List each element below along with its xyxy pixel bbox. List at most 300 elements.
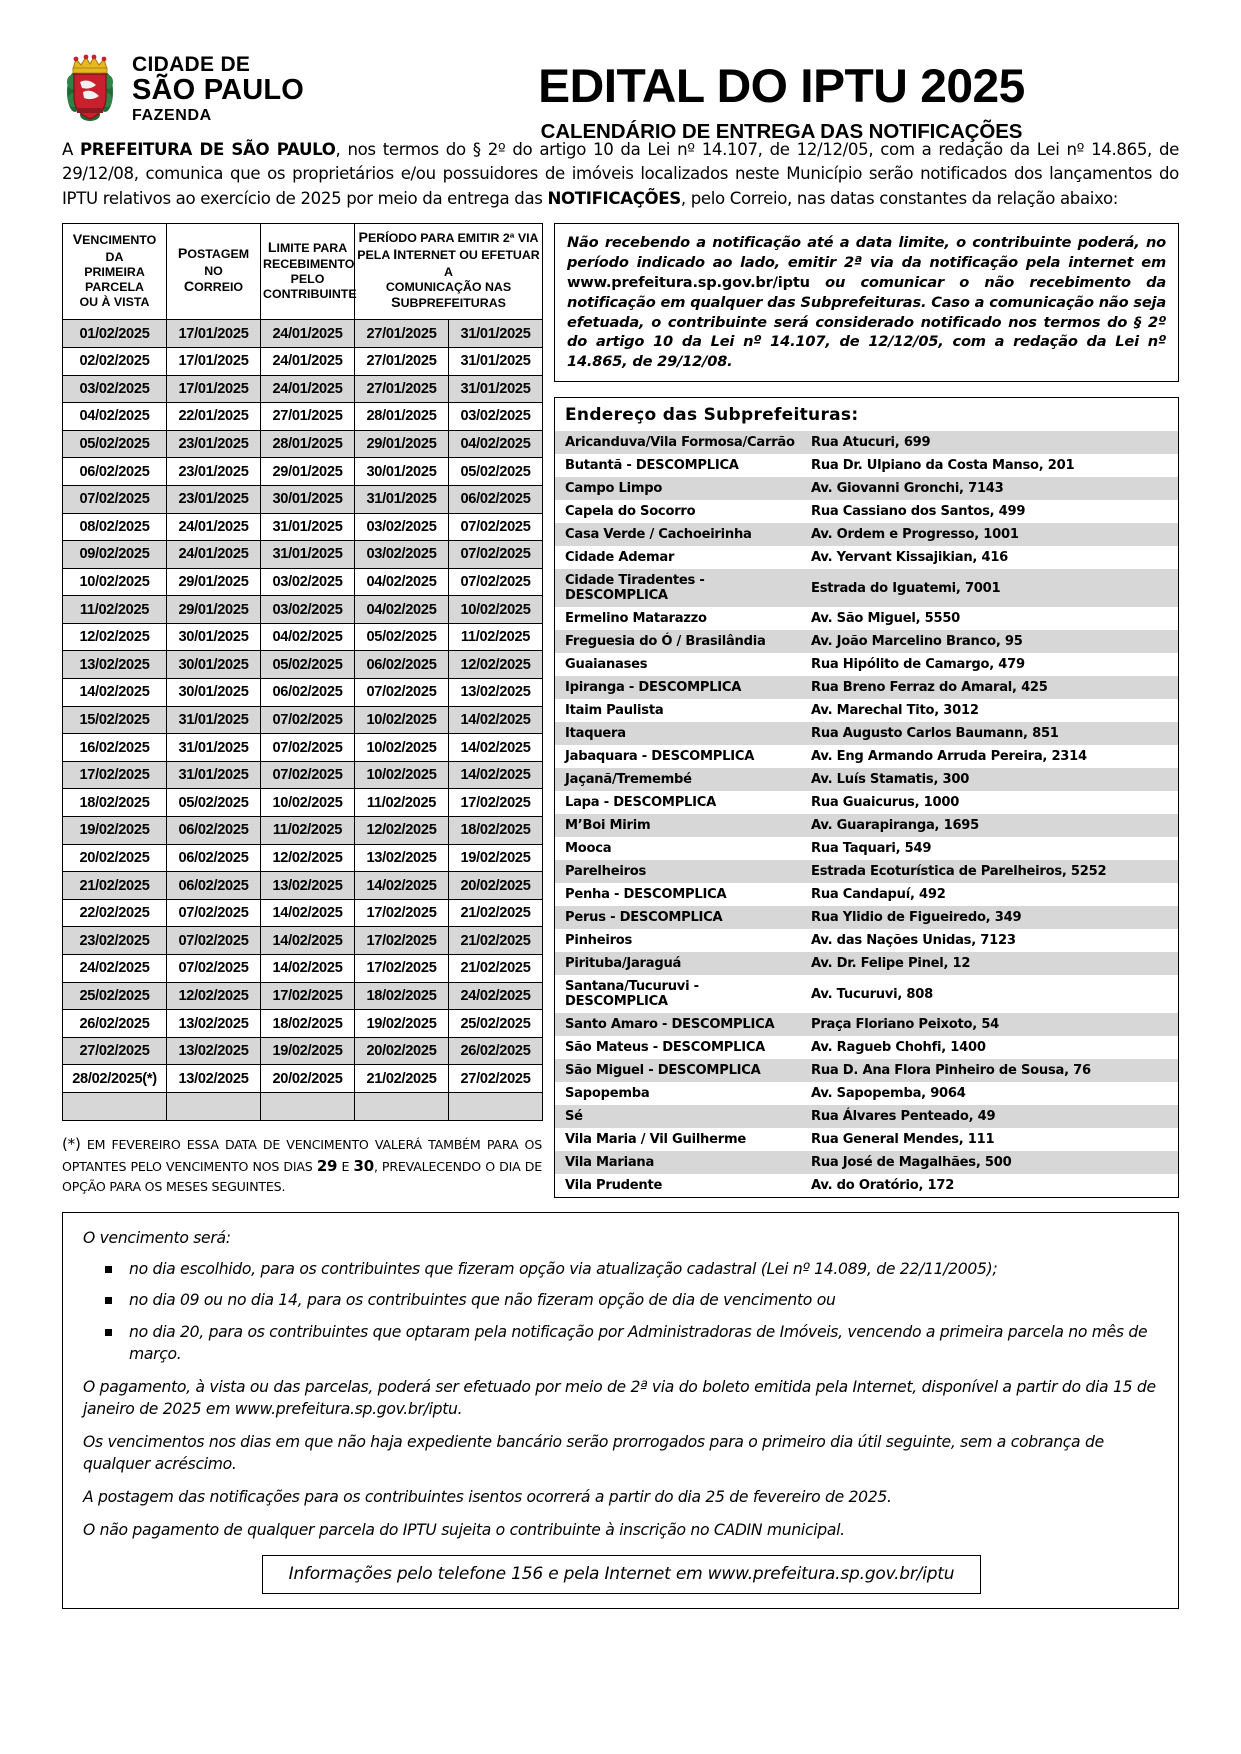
- calendar-cell-c1: 03/02/2025: [63, 375, 167, 403]
- brand-line-2: SÃO PAULO: [132, 74, 305, 106]
- list-item: [555, 676, 1178, 699]
- main-columns: [62, 223, 1179, 1198]
- calendar-cell-c5: 04/02/2025: [449, 430, 543, 458]
- calendar-cell-c3: 03/02/2025: [261, 568, 355, 596]
- calendar-cell-c4: 17/02/2025: [355, 927, 449, 955]
- calendar-cell-c2: 29/01/2025: [167, 596, 261, 624]
- list-item: [555, 1105, 1178, 1128]
- calendar-cell-c2: 13/02/2025: [167, 1065, 261, 1093]
- subprefeitura-address: Rua Dr. Ulpiano da Costa Manso, 201: [811, 458, 1075, 474]
- subprefeitura-name: Ermelino Matarazzo: [565, 611, 707, 627]
- subprefeitura-address: Praça Floriano Peixoto, 54: [801, 1013, 1178, 1036]
- table-row: [63, 347, 543, 375]
- footnote-text-3: , PREVALECENDO O DIA DE OPÇÃO PARA OS MESES SEGUINTES.: [62, 1159, 542, 1194]
- calendar-cell-c2: 22/01/2025: [167, 403, 261, 431]
- calendar-cell-c3: 14/02/2025: [261, 927, 355, 955]
- calendar-cell-c4: 27/01/2025: [355, 320, 449, 348]
- subprefeitura-name: Butantã - DESCOMPLICA: [565, 458, 739, 474]
- subprefeitura-address: Av. João Marcelino Branco, 95: [801, 630, 1178, 653]
- calendar-cell-c1: 07/02/2025: [63, 485, 167, 513]
- calendar-cell-c2: 06/02/2025: [167, 817, 261, 845]
- brand-wordmark: [132, 54, 304, 124]
- city-brand: [62, 52, 392, 126]
- calendar-cell-c3: 27/01/2025: [261, 403, 355, 431]
- calendar-cell-c5: 20/02/2025: [449, 872, 543, 900]
- intro-paragraph: [62, 138, 1179, 211]
- table-row: [63, 375, 543, 403]
- calendar-cell-c4: 10/02/2025: [355, 761, 449, 789]
- calendar-cell-c5: 31/01/2025: [449, 347, 543, 375]
- subprefeitura-address: Rua Ylidio de Figueiredo, 349: [801, 906, 1178, 929]
- table-row-blank: [63, 1092, 543, 1120]
- calendar-cell-c2: 30/01/2025: [167, 679, 261, 707]
- calendar-cell-c4: 05/02/2025: [355, 623, 449, 651]
- calendar-cell-c4: 30/01/2025: [355, 458, 449, 486]
- subprefeitura-name: Santana/Tucuruvi - DESCOMPLICA: [565, 979, 699, 1010]
- calendar-cell-c3: 03/02/2025: [261, 596, 355, 624]
- notice-text-a: Não recebendo a notificação até a data limite, o contribuinte poderá, no período indicado ao lado, emitir 2ª via da notificação pela internet em: [567, 234, 1166, 272]
- calendar-cell-c1: 09/02/2025: [63, 541, 167, 569]
- subprefeitura-address: Av. Eng Armando Arruda Pereira, 2314: [811, 749, 1087, 765]
- subprefeitura-name: Campo Limpo: [555, 477, 801, 500]
- calendar-cell-c4: 06/02/2025: [355, 651, 449, 679]
- table-row: [63, 899, 543, 927]
- calendar-cell-c2: 30/01/2025: [167, 623, 261, 651]
- subprefeituras-title: Endereço das Subprefeituras:: [565, 405, 859, 426]
- calendar-cell-c1: 19/02/2025: [63, 817, 167, 845]
- subprefeituras-box: [554, 397, 1179, 1198]
- calendar-cell-c2: 31/01/2025: [167, 706, 261, 734]
- calendar-cell-c2: 13/02/2025: [167, 1037, 261, 1065]
- subprefeitura-address: Rua Breno Ferraz do Amaral, 425: [801, 676, 1178, 699]
- calendar-body: [63, 320, 543, 1120]
- calendar-cell-c3: 31/01/2025: [261, 541, 355, 569]
- table-row: [63, 541, 543, 569]
- list-item: [555, 768, 1178, 791]
- subprefeitura-name: Perus - DESCOMPLICA: [555, 906, 801, 929]
- col-header-postagem: POSTAGEM NO CORREIO: [167, 224, 261, 320]
- calendar-cell-c3: 07/02/2025: [261, 706, 355, 734]
- list-item: [555, 860, 1178, 883]
- col-header-periodo: PERÍODO PARA EMITIR 2ª VIA PELA INTERNET OU EFETUAR A COMUNICAÇÃO NAS SUBPREFEITURAS: [355, 224, 543, 320]
- subprefeitura-name: Sapopemba: [565, 1086, 650, 1102]
- condition-bullet: no dia 09 ou no dia 14, para os contribuintes que não fizeram opção de dia de vencimento ou: [105, 1289, 1160, 1311]
- calendar-cell-c1: 08/02/2025: [63, 513, 167, 541]
- condition-bullet: no dia 20, para os contribuintes que optaram pela notificação por Administradoras de Imóveis, vencendo a primeira parcela no mês de março.: [105, 1321, 1160, 1365]
- list-item: [555, 883, 1178, 906]
- calendar-cell-c2: 30/01/2025: [167, 651, 261, 679]
- calendar-cell-c2: 12/02/2025: [167, 982, 261, 1010]
- subprefeitura-name: Sé: [555, 1105, 801, 1128]
- calendar-cell-empty: [355, 1092, 449, 1120]
- calendar-cell-c5: 14/02/2025: [449, 706, 543, 734]
- list-item: [555, 837, 1178, 860]
- calendar-cell-c2: 07/02/2025: [167, 955, 261, 983]
- intro-c: , nos termos do § 2º do artigo 10 da Lei nº 14.107, de 12/12/05, com a redação da Lei nº 14.865, de 29/12/08, comunica que os proprietários e/ou possuidores de imóveis localizados neste Município serão notificados dos lançamentos do IPTU relativos ao exercício de 2025 por meio da entrega das: [62, 140, 1179, 208]
- table-row: [63, 761, 543, 789]
- list-item: [555, 477, 1178, 500]
- calendar-cell-c2: 24/01/2025: [167, 541, 261, 569]
- list-item: [555, 630, 1178, 653]
- calendar-cell-c3: 24/01/2025: [261, 320, 355, 348]
- intro-notificacoes: NOTIFICAÇÕES: [547, 188, 681, 208]
- calendar-cell-c1: 28/02/2025(*): [63, 1065, 167, 1093]
- calendar-cell-empty: [63, 1092, 167, 1120]
- calendar-cell-c4: 21/02/2025: [355, 1065, 449, 1093]
- footnote-text-2: E: [337, 1159, 354, 1175]
- subprefeitura-address: Rua Álvares Penteado, 49: [801, 1105, 1178, 1128]
- subprefeitura-address: Av. Dr. Felipe Pinel, 12: [801, 952, 1178, 975]
- subprefeitura-address: Rua Candapuí, 492: [811, 887, 946, 903]
- subprefeitura-name: Penha - DESCOMPLICA: [565, 887, 727, 903]
- calendar-cell-c5: 06/02/2025: [449, 485, 543, 513]
- subprefeituras-body: [555, 431, 1178, 1197]
- calendar-cell-c1: 05/02/2025: [63, 430, 167, 458]
- subprefeitura-address: Rua Hipólito de Camargo, 479: [811, 657, 1025, 673]
- subprefeitura-address: Av. das Nações Unidas, 7123: [811, 933, 1016, 949]
- subprefeitura-address: Av. São Miguel, 5550: [811, 611, 961, 627]
- calendar-cell-c5: 21/02/2025: [449, 899, 543, 927]
- calendar-column: [62, 223, 542, 1196]
- list-item: [555, 1128, 1178, 1151]
- notice-url: www.prefeitura.sp.gov.br/iptu: [567, 273, 810, 291]
- list-item: [555, 929, 1178, 952]
- calendar-cell-c4: 10/02/2025: [355, 706, 449, 734]
- notice-box: [554, 223, 1179, 382]
- calendar-cell-c3: 28/01/2025: [261, 430, 355, 458]
- table-row: [63, 1037, 543, 1065]
- contact-info-box: Informações pelo telefone 156 e pela Internet em www.prefeitura.sp.gov.br/iptu: [262, 1555, 982, 1594]
- list-item: [555, 722, 1178, 745]
- calendar-cell-c2: 06/02/2025: [167, 872, 261, 900]
- calendar-cell-c5: 25/02/2025: [449, 1010, 543, 1038]
- calendar-cell-c3: 12/02/2025: [261, 844, 355, 872]
- intro-e: , pelo Correio, nas datas constantes da relação abaixo:: [680, 188, 1119, 208]
- subprefeitura-name: São Mateus - DESCOMPLICA: [565, 1040, 766, 1056]
- calendar-cell-c2: 05/02/2025: [167, 789, 261, 817]
- calendar-header-row: [63, 224, 543, 320]
- calendar-cell-c2: 17/01/2025: [167, 347, 261, 375]
- subprefeitura-address: Rua Taquari, 549: [811, 841, 932, 857]
- table-row: [63, 623, 543, 651]
- title-block: [392, 52, 1181, 144]
- table-row: [63, 982, 543, 1010]
- calendar-cell-c3: 06/02/2025: [261, 679, 355, 707]
- table-row: [63, 734, 543, 762]
- calendar-cell-c2: 07/02/2025: [167, 899, 261, 927]
- calendar-cell-c2: 23/01/2025: [167, 458, 261, 486]
- subprefeitura-address: Rua General Mendes, 111: [811, 1132, 995, 1148]
- calendar-table: [62, 223, 543, 1120]
- list-item: [555, 1013, 1178, 1036]
- list-item: [555, 607, 1178, 630]
- brand-line-1: CIDADE DE: [132, 53, 251, 76]
- calendar-cell-c2: 23/01/2025: [167, 485, 261, 513]
- subprefeitura-address: Rua José de Magalhães, 500: [801, 1151, 1178, 1174]
- table-row: [63, 817, 543, 845]
- table-row: [63, 485, 543, 513]
- calendar-cell-c5: 21/02/2025: [449, 927, 543, 955]
- calendar-cell-c1: 14/02/2025: [63, 679, 167, 707]
- calendar-cell-empty: [167, 1092, 261, 1120]
- calendar-cell-c5: 14/02/2025: [449, 734, 543, 762]
- subprefeitura-address: Av. Ragueb Chohfi, 1400: [811, 1040, 986, 1056]
- calendar-cell-c1: 06/02/2025: [63, 458, 167, 486]
- subprefeitura-address: Av. Marechal Tito, 3012: [811, 703, 979, 719]
- notice-text-b: ou comunicar o não recebimento da notificação em qualquer das Subprefeituras. Caso a comunicação não seja efetuada, o contribuinte será considerado notificado nos termos do § 2º do artigo 10 da Lei nº 14.107, de 12/12/05, com a redação da Lei nº 14.865, de 29/12/08.: [567, 273, 1166, 371]
- conditions-paragraph-2: Os vencimentos nos dias em que não haja expediente bancário serão prorrogados para o primeiro dia útil seguinte, sem a cobrança de qualquer acréscimo.: [83, 1433, 1104, 1474]
- calendar-cell-c4: 27/01/2025: [355, 375, 449, 403]
- calendar-cell-c5: 31/01/2025: [449, 320, 543, 348]
- conditions-bullet-list: [83, 1258, 1160, 1365]
- subprefeitura-name: Vila Maria / Vil Guilherme: [565, 1132, 746, 1148]
- list-item: [555, 745, 1178, 768]
- calendar-cell-c3: 11/02/2025: [261, 817, 355, 845]
- calendar-cell-empty: [261, 1092, 355, 1120]
- info-column: [554, 223, 1179, 1198]
- calendar-cell-c1: 11/02/2025: [63, 596, 167, 624]
- list-item: [555, 500, 1178, 523]
- calendar-cell-c1: 23/02/2025: [63, 927, 167, 955]
- table-row: [63, 789, 543, 817]
- table-row: [63, 513, 543, 541]
- footnote-text-1: EM FEVEREIRO ESSA DATA DE VENCIMENTO VALERÁ TAMBÉM PARA OS OPTANTES PELO VENCIMENTO NOS DIAS: [62, 1136, 542, 1175]
- table-row: [63, 430, 543, 458]
- table-row: [63, 651, 543, 679]
- subprefeitura-address: Rua Guaicurus, 1000: [811, 795, 960, 811]
- calendar-cell-c3: 31/01/2025: [261, 513, 355, 541]
- subprefeitura-name: Pirituba/Jaraguá: [555, 952, 801, 975]
- intro-a: A: [62, 140, 80, 159]
- calendar-cell-c2: 31/01/2025: [167, 734, 261, 762]
- calendar-footnote: [62, 1133, 542, 1197]
- calendar-cell-c1: 01/02/2025: [63, 320, 167, 348]
- calendar-cell-c4: 29/01/2025: [355, 430, 449, 458]
- subprefeitura-name: Itaquera: [555, 722, 801, 745]
- list-item: [555, 975, 1178, 1013]
- calendar-cell-c4: 04/02/2025: [355, 596, 449, 624]
- list-item: [555, 454, 1178, 477]
- table-row: [63, 403, 543, 431]
- contact-info-wrapper: [83, 1555, 1160, 1594]
- intro-prefeitura: PREFEITURA DE SÃO PAULO: [80, 140, 336, 159]
- calendar-cell-c4: 19/02/2025: [355, 1010, 449, 1038]
- footnote-marker: (*): [62, 1134, 81, 1153]
- subprefeitura-name: Parelheiros: [555, 860, 801, 883]
- calendar-cell-c3: 04/02/2025: [261, 623, 355, 651]
- calendar-cell-c4: 20/02/2025: [355, 1037, 449, 1065]
- calendar-cell-c1: 13/02/2025: [63, 651, 167, 679]
- list-item: [555, 952, 1178, 975]
- subprefeitura-name: São Miguel - DESCOMPLICA: [555, 1059, 801, 1082]
- calendar-cell-c1: 25/02/2025: [63, 982, 167, 1010]
- calendar-cell-c1: 17/02/2025: [63, 761, 167, 789]
- calendar-cell-c5: 24/02/2025: [449, 982, 543, 1010]
- calendar-cell-c5: 05/02/2025: [449, 458, 543, 486]
- list-item: [555, 699, 1178, 722]
- calendar-cell-c3: 13/02/2025: [261, 872, 355, 900]
- subprefeitura-name: Pinheiros: [565, 933, 633, 949]
- subprefeitura-address: Rua Augusto Carlos Baumann, 851: [801, 722, 1178, 745]
- list-item: [555, 1059, 1178, 1082]
- table-row: [63, 568, 543, 596]
- calendar-cell-c4: 28/01/2025: [355, 403, 449, 431]
- calendar-cell-c3: 20/02/2025: [261, 1065, 355, 1093]
- subprefeitura-address: Estrada Ecoturística de Parelheiros, 5252: [801, 860, 1178, 883]
- subprefeitura-name: Jabaquara - DESCOMPLICA: [565, 749, 755, 765]
- subprefeitura-name: Mooca: [565, 841, 612, 857]
- calendar-cell-c3: 07/02/2025: [261, 761, 355, 789]
- list-item: [555, 1151, 1178, 1174]
- list-item: [555, 653, 1178, 676]
- calendar-cell-c5: 27/02/2025: [449, 1065, 543, 1093]
- subprefeitura-address: Av. Giovanni Gronchi, 7143: [801, 477, 1178, 500]
- calendar-cell-c1: 15/02/2025: [63, 706, 167, 734]
- calendar-cell-c1: 22/02/2025: [63, 899, 167, 927]
- subprefeitura-name: M’Boi Mirim: [555, 814, 801, 837]
- calendar-cell-c2: 17/01/2025: [167, 375, 261, 403]
- subprefeitura-address: Rua Cassiano dos Santos, 499: [811, 504, 1026, 520]
- calendar-cell-c3: 17/02/2025: [261, 982, 355, 1010]
- subprefeitura-name: Vila Mariana: [555, 1151, 801, 1174]
- calendar-cell-c3: 07/02/2025: [261, 734, 355, 762]
- calendar-cell-c1: 20/02/2025: [63, 844, 167, 872]
- calendar-cell-c3: 14/02/2025: [261, 955, 355, 983]
- table-row: [63, 872, 543, 900]
- col-header-limite: LIMITE PARA RECEBIMENTO PELO CONTRIBUINTE: [261, 224, 355, 320]
- footnote-day-29: 29: [316, 1157, 338, 1176]
- subprefeitura-name: Guaianases: [565, 657, 648, 673]
- calendar-cell-c1: 02/02/2025: [63, 347, 167, 375]
- calendar-cell-c2: 23/01/2025: [167, 430, 261, 458]
- calendar-cell-c5: 21/02/2025: [449, 955, 543, 983]
- calendar-cell-c3: 05/02/2025: [261, 651, 355, 679]
- subprefeitura-address: Av. Ordem e Progresso, 1001: [801, 523, 1178, 546]
- calendar-cell-c4: 10/02/2025: [355, 734, 449, 762]
- calendar-cell-c4: 17/02/2025: [355, 899, 449, 927]
- calendar-cell-c5: 18/02/2025: [449, 817, 543, 845]
- calendar-cell-c3: 10/02/2025: [261, 789, 355, 817]
- subprefeituras-table: [555, 431, 1178, 1197]
- list-item: [555, 1174, 1178, 1197]
- calendar-cell-c4: 11/02/2025: [355, 789, 449, 817]
- table-row: [63, 458, 543, 486]
- subprefeitura-address: Av. Guarapiranga, 1695: [801, 814, 1178, 837]
- calendar-cell-c5: 19/02/2025: [449, 844, 543, 872]
- subprefeitura-name: Cidade Tiradentes - DESCOMPLICA: [555, 569, 801, 607]
- calendar-cell-c4: 07/02/2025: [355, 679, 449, 707]
- calendar-cell-c3: 24/01/2025: [261, 375, 355, 403]
- condition-bullet: no dia escolhido, para os contribuintes que fizeram opção via atualização cadastral (Lei nº 14.089, de 22/11/2005);: [105, 1258, 1160, 1280]
- calendar-cell-c5: 26/02/2025: [449, 1037, 543, 1065]
- calendar-cell-c1: 26/02/2025: [63, 1010, 167, 1038]
- calendar-cell-c2: 24/01/2025: [167, 513, 261, 541]
- calendar-cell-c3: 14/02/2025: [261, 899, 355, 927]
- calendar-cell-c1: 18/02/2025: [63, 789, 167, 817]
- subprefeitura-name: Freguesia do Ó / Brasilândia: [555, 630, 801, 653]
- subprefeitura-name: Itaim Paulista: [565, 703, 664, 719]
- calendar-head: [63, 224, 543, 320]
- calendar-cell-c5: 07/02/2025: [449, 568, 543, 596]
- calendar-cell-c3: 19/02/2025: [261, 1037, 355, 1065]
- calendar-cell-c5: 14/02/2025: [449, 761, 543, 789]
- calendar-cell-c5: 17/02/2025: [449, 789, 543, 817]
- calendar-cell-c5: 03/02/2025: [449, 403, 543, 431]
- subprefeitura-address: Av. Tucuruvi, 808: [811, 986, 933, 1002]
- conditions-paragraph-1: O pagamento, à vista ou das parcelas, poderá ser efetuado por meio de 2ª via do boleto emitida pela Internet, disponível a partir do dia 15 de janeiro de 2025 em www.prefeitura.sp.gov.br/iptu.: [83, 1377, 1156, 1418]
- list-item: [555, 523, 1178, 546]
- subprefeitura-name: Ipiranga - DESCOMPLICA: [555, 676, 801, 699]
- list-item: [555, 569, 1178, 607]
- calendar-cell-c5: 07/02/2025: [449, 513, 543, 541]
- calendar-cell-c5: 10/02/2025: [449, 596, 543, 624]
- subprefeitura-name: Lapa - DESCOMPLICA: [565, 795, 717, 811]
- calendar-cell-c4: 12/02/2025: [355, 817, 449, 845]
- calendar-cell-c4: 03/02/2025: [355, 513, 449, 541]
- calendar-cell-c2: 06/02/2025: [167, 844, 261, 872]
- table-row: [63, 679, 543, 707]
- calendar-cell-c1: 27/02/2025: [63, 1037, 167, 1065]
- subprefeitura-name: Jaçanã/Tremembé: [555, 768, 801, 791]
- calendar-cell-c3: 29/01/2025: [261, 458, 355, 486]
- calendar-cell-c1: 04/02/2025: [63, 403, 167, 431]
- calendar-cell-c4: 18/02/2025: [355, 982, 449, 1010]
- table-row: [63, 844, 543, 872]
- conditions-paragraph-3: A postagem das notificações para os contribuintes isentos ocorrerá a partir do dia 25 de fevereiro de 2025.: [83, 1488, 892, 1507]
- subprefeitura-address: Rua D. Ana Flora Pinheiro de Sousa, 76: [801, 1059, 1178, 1082]
- conditions-lead: O vencimento será:: [83, 1229, 231, 1248]
- subprefeitura-name: Vila Prudente: [565, 1178, 663, 1194]
- subprefeitura-name: Aricanduva/Vila Formosa/Carrão: [555, 431, 801, 454]
- col-header-vencimento: VENCIMENTO DA PRIMEIRA PARCELA OU À VISTA: [63, 224, 167, 320]
- table-row: [63, 320, 543, 348]
- subprefeitura-address: Rua Atucuri, 699: [801, 431, 1178, 454]
- subprefeitura-name: Casa Verde / Cachoeirinha: [555, 523, 801, 546]
- calendar-cell-c2: 17/01/2025: [167, 320, 261, 348]
- calendar-cell-c4: 27/01/2025: [355, 347, 449, 375]
- conditions-paragraph-4: O não pagamento de qualquer parcela do IPTU sujeita o contribuinte à inscrição no CADIN municipal.: [83, 1521, 845, 1540]
- page-title: EDITAL DO IPTU 2025: [538, 59, 1025, 112]
- calendar-cell-c1: 12/02/2025: [63, 623, 167, 651]
- calendar-cell-empty: [449, 1092, 543, 1120]
- subprefeitura-address: Av. Yervant Kissajikian, 416: [811, 550, 1009, 566]
- brand-line-3: FAZENDA: [132, 107, 212, 124]
- subprefeitura-address: Av. do Oratório, 172: [811, 1178, 955, 1194]
- table-row: [63, 706, 543, 734]
- table-row: [63, 955, 543, 983]
- calendar-cell-c4: 14/02/2025: [355, 872, 449, 900]
- subprefeitura-address: Estrada do Iguatemi, 7001: [801, 569, 1178, 607]
- calendar-cell-c2: 31/01/2025: [167, 761, 261, 789]
- calendar-cell-c4: 17/02/2025: [355, 955, 449, 983]
- calendar-cell-c2: 07/02/2025: [167, 927, 261, 955]
- page-subtitle: CALENDÁRIO DE ENTREGA DAS NOTIFICAÇÕES: [540, 120, 1023, 143]
- calendar-cell-c4: 31/01/2025: [355, 485, 449, 513]
- list-item: [555, 546, 1178, 569]
- calendar-cell-c3: 30/01/2025: [261, 485, 355, 513]
- footnote-day-30: 30: [353, 1157, 374, 1176]
- calendar-cell-c4: 13/02/2025: [355, 844, 449, 872]
- subprefeitura-name: Cidade Ademar: [565, 550, 675, 566]
- list-item: [555, 1082, 1178, 1105]
- calendar-cell-c5: 11/02/2025: [449, 623, 543, 651]
- table-row: [63, 1010, 543, 1038]
- table-row: [63, 927, 543, 955]
- table-row: [63, 1065, 543, 1093]
- list-item: [555, 791, 1178, 814]
- calendar-cell-c3: 24/01/2025: [261, 347, 355, 375]
- calendar-cell-c1: 21/02/2025: [63, 872, 167, 900]
